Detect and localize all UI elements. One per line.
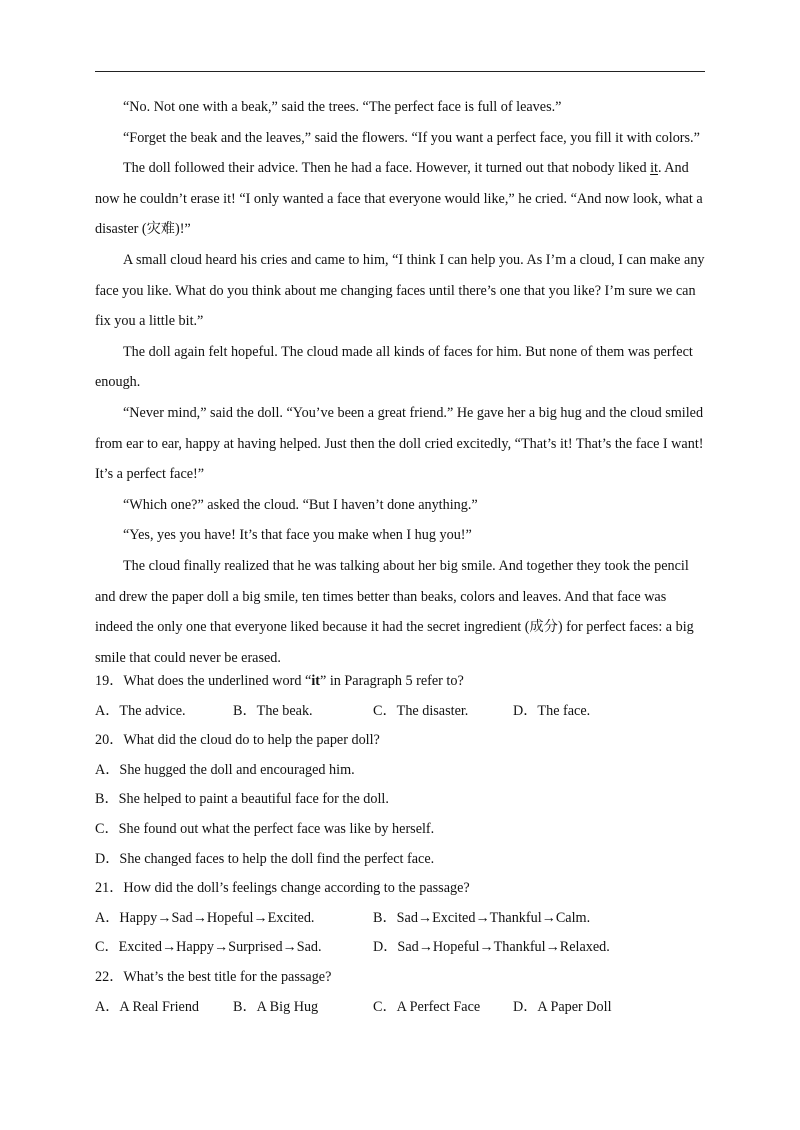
- header-rule: [95, 71, 705, 72]
- question-19-option-b[interactable]: B．The beak.: [233, 702, 313, 719]
- question-19-options: [95, 697, 707, 727]
- question-19-keyword: it: [311, 673, 320, 689]
- question-19-stem: [95, 667, 707, 697]
- paragraph-2: “Forget the beak and the leaves,” said the flowers. “If you want a perfect face, you fill it with colors.”: [123, 129, 700, 146]
- question-19-stem-start: 19．What does the underlined word “: [95, 673, 312, 689]
- question-22-option-d[interactable]: D．A Paper Doll: [513, 998, 612, 1015]
- paragraph-4: A small cloud heard his cries and came to him, “I think I can help you. As I’m a cloud, I can make any face you like. What do you think about me changing faces until there’s one that you like? I’m sure we can fix you a little bit.”: [95, 251, 705, 330]
- question-list: [95, 667, 707, 1022]
- paragraph-6: “Never mind,” said the doll. “You’ve been a great friend.” He gave her a big hug and the cloud smiled from ear to ear, happy at having helped. Just then the doll cried excitedly, “That’s it! That’s the face I want! It’s a perfect face!”: [95, 404, 704, 483]
- question-20-option-b[interactable]: B．She helped to paint a beautiful face for the doll.: [95, 791, 389, 808]
- question-21-option-d[interactable]: D．Sad→Hopeful→Thankful→Relaxed.: [373, 939, 610, 956]
- question-19-stem-end: ” in Paragraph 5 refer to?: [319, 673, 464, 689]
- paragraph-3-text-start: The doll followed their advice. Then he had a face. However, it turned out that nobody liked: [123, 160, 651, 177]
- question-19-option-c[interactable]: C．The disaster.: [373, 702, 469, 719]
- paragraph-8: “Yes, yes you have! It’s that face you make when I hug you!”: [123, 527, 472, 544]
- paragraph-3: [95, 153, 707, 245]
- question-19-option-a[interactable]: A．The advice.: [95, 702, 186, 719]
- paragraph-5: The doll again felt hopeful. The cloud made all kinds of faces for him. But none of them was perfect enough.: [95, 343, 693, 391]
- question-22-option-c[interactable]: C．A Perfect Face: [373, 998, 481, 1015]
- question-22-option-b[interactable]: B．A Big Hug: [233, 998, 319, 1015]
- question-21-options-row-2: [95, 933, 707, 963]
- paragraph-3-text-end: . And now he couldn’t erase it! “I only wanted a face that everyone would like,” he cried. “And now look, what a disaster (灾难)!”: [95, 160, 703, 238]
- underlined-word: it: [650, 160, 658, 177]
- paragraph-1: “No. Not one with a beak,” said the trees. “The perfect face is full of leaves.”: [123, 99, 562, 115]
- question-20-stem: 20．What did the cloud do to help the paper doll?: [95, 732, 380, 749]
- question-22-option-a[interactable]: A．A Real Friend: [95, 998, 200, 1015]
- paragraph-7: “Which one?” asked the cloud. “But I haven’t done anything.”: [123, 496, 478, 513]
- question-21-option-a[interactable]: A．Happy→Sad→Hopeful→Excited.: [95, 909, 315, 926]
- question-20-option-a[interactable]: A．She hugged the doll and encouraged him.: [95, 761, 355, 778]
- question-21-option-c[interactable]: C．Excited→Happy→Surprised→Sad.: [95, 939, 322, 956]
- question-21-options-row-1: [95, 904, 707, 934]
- question-21-option-b[interactable]: B．Sad→Excited→Thankful→Calm.: [373, 909, 591, 926]
- question-22-options: [95, 993, 707, 1023]
- paragraph-9: The cloud finally realized that he was talking about her big smile. And together they took the pencil and drew the paper doll a big smile, ten times better than beaks, colors and leaves. And that face was indeed the only one that everyone liked because it had the secret ingredient (成分) for perfect faces: a big smile that could never be erased.: [95, 557, 694, 666]
- question-20-option-c[interactable]: C．She found out what the perfect face was like by herself.: [95, 820, 435, 837]
- question-19-option-d[interactable]: D．The face.: [513, 702, 591, 719]
- question-20-option-d[interactable]: D．She changed faces to help the doll find the perfect face.: [95, 850, 435, 867]
- question-22-stem: 22．What’s the best title for the passage?: [95, 968, 332, 985]
- question-21-stem: 21．How did the doll’s feelings change according to the passage?: [95, 880, 470, 897]
- reading-passage: [95, 92, 707, 673]
